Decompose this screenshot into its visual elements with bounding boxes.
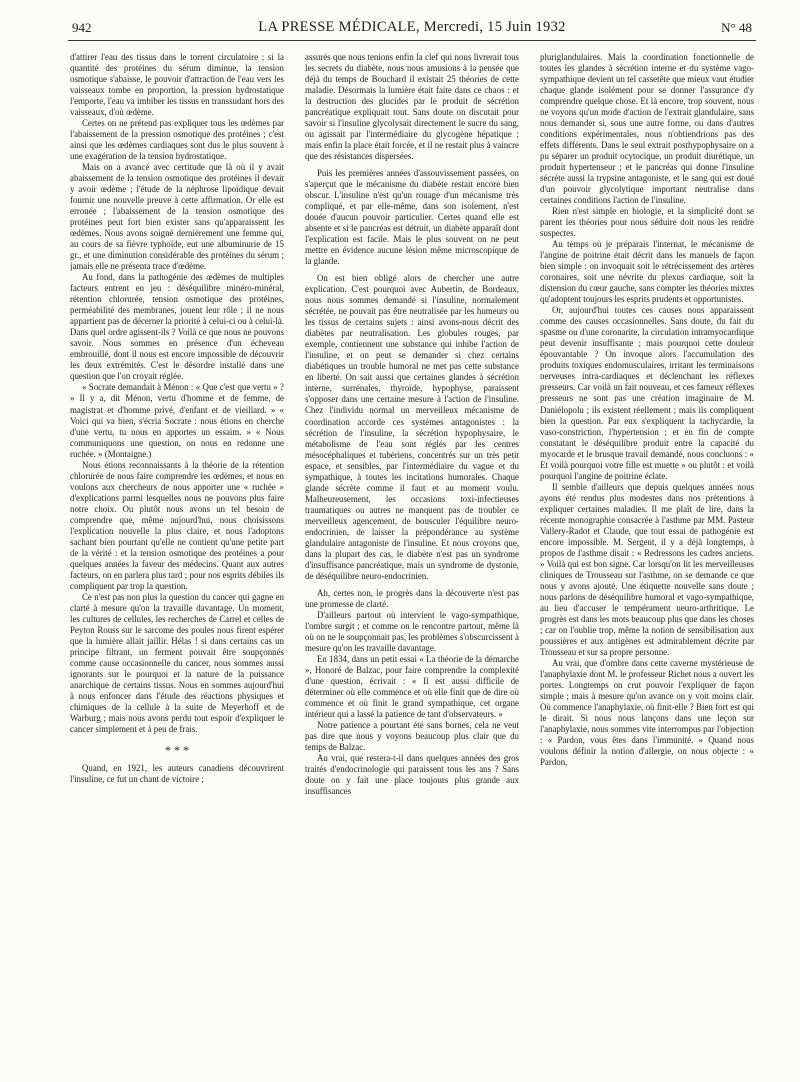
paragraph: Nous étions reconnaissants à la théorie de la rétention chlorurée de nous faire comprendre les œdèmes, et nous en voulons aux chercheurs de nous apporter une « ruchée » d'explications parmi lesquelles nous ne pouvons plus faire notre choix. Ou plutôt nous avons un tel besoin de comprendre que, même aujourd'hui, nous choisissons l'explication nouvelle la plus claire, et nous l'adoptons sachant bien pourtant qu'elle ne contient qu'une petite part de la vérité : et la tension osmotique des protéines a pour quelques années la faveur des médecins. Quant aux autres facteurs, on en parlera plus tard ; pour nos esprits débiles ils compliquent par trop la question. (70, 459, 284, 591)
paragraph: assurés que nous tenions enfin la clef qui nous livrerait tous les secrets du diabète, nous nous amusions à la pensée que déjà du temps de Bouchard il existait 25 théories de cette maladie. Désormais la lumière était faite dans ce chaos : et la destruction des glucides par le produit de sécrétion pancréatique expliquait tout. Sans doute on discutait pour savoir si l'insuline glycolysait directement le sucre du sang, ou agissait par l'intermédiaire du glycogène hépatique ; mais enfin la place était forcée, et il ne restait plus à vaincre que des résistances dispersées. (305, 52, 519, 162)
paragraph: Puis les premières années d'assouvissement passées, on s'aperçut que le mécanisme du diabète restait encore bien obscur. L'insuline n'est qu'un rouage d'un mécanisme très compliqué, et par elle-même, dans son isolement, n'est douée d'aucun pouvoir particulier. Certes quand elle est absente et si le pancréas est détruit, un diabète apparaît dont l'explication est facile. Mais le plus souvent on ne peut mettre en évidence aucune lésion même microscopique de la glande. (305, 168, 519, 267)
paragraph: Mais on a avancé avec certitude que là où il y avait abaissement de la tension osmotique des protéines il devait y avoir œdème ; l'étude de la néphrose lipoïdique devait fournir une nouvelle preuve à cette affirmation. Or elle est erronée ; l'abaissement de la tension osmotique des protéines peut fort bien exister sans qu'apparaissent les œdèmes. Nous avons soigné dernièrement une femme qui, au cours de sa fièvre typhoïde, eut une albuminurie de 15 gr., et une diminution considérable des protéines du sérum ; jamais elle ne présenta trace d'œdème. (70, 162, 284, 272)
page-header (68, 18, 756, 41)
column-1 (70, 52, 284, 1064)
paragraph: d'attirer l'eau des tissus dans le torrent circulatoire ; si la quantité des protéines du sérum diminue, la tension osmotique s'abaisse, le pouvoir d'attraction de l'eau vers les vaisseaux tombe en proportion, la pression hydrostatique l'emporte, l'eau va imbiber les tissus en transsudant hors des vaisseaux, d'où œdème. (70, 52, 284, 118)
paragraph: Quand, en 1921, les auteurs canadiens découvrirent l'insuline, ce fut un chant de victoire ; (70, 762, 284, 784)
paragraph: Rien n'est simple en biologie, et la simplicité dont se parent les théories pour nous séduire doit nous les rendre suspectes. (540, 206, 754, 239)
paragraph: On est bien obligé alors de chercher une autre explication. C'est pourquoi avec Aubertin, de Bordeaux, nous nous sommes demandé si l'insuline, normalement sécrétée, ne pouvait pas être neutralisée par les humeurs ou les tissus de certains sujets : ainsi avons-nous décrit des diabètes par neutralisation. Les globules rouges, par exemple, contiennent une substance qui inhibe l'action de l'insuline, et on peut se demander si chez certains diabétiques un trouble humoral ne met pas cette substance en liberté. On sait aussi que certaines glandes à sécrétion interne, surrénales, thyroïde, hypophyse, paraissent s'opposer dans une certaine mesure à l'action de l'insuline. Chez l'individu normal un merveilleux mécanisme de coordination accorde ces systèmes antagonistes : la sécrétion de l'insuline, la sécrétion hypophysaire, le métabolisme de l'eau sont réglés par les centres mésocéphaliques et tubériens, concentrés sur un très petit espace, et sensibles, par l'intermédiaire du vague et du sympathique, à toutes les incitations humorales. Chaque glande sécrète comme il faut et au moment voulu. Malheureusement, les occasions toxi-infectieuses traumatiques ou autres ne manquent pas de troubler ce merveilleux agencement, de bousculer l'équilibre neuro-endocrinien, de laisser la prépondérance au système glandulaire antagoniste de l'insuline. Et nous croyons que, dans la plupart des cas, le diabète n'est pas un syndrome d'insuffisance pancréatique, mais un syndrome de dystonie, de déséquilibre neuro-endocrinien. (305, 273, 519, 581)
paragraph: D'ailleurs partout où intervient le vago-sympathique, l'ombre surgit ; et comme on le rencontre partout, même là où on ne le soupçonnait pas, les problèmes s'obscurcissent à mesure qu'on les travaille davantage. (305, 609, 519, 653)
page-number: 942 (72, 20, 92, 35)
paragraph: Certes on ne prétend pas expliquer tous les œdèmes par l'abaissement de la pression osmotique des protéines ; c'est ainsi que les œdèmes cardiaques sont dus le plus souvent à une exagération de la tension hydrostatique. (70, 118, 284, 162)
paragraph: Il semble d'ailleurs que depuis quelques années nous ayons été rendus plus modestes dans nos prétentions à expliquer certaines maladies. Il me plaît de lire, dans la récente monographie consacrée à l'asthme par MM. Pasteur Vallery-Radot et Claude, que tout essai de pathogénie est encore impossible. M. Sergent, il y a déjà longtemps, à propos de l'asthme disait : « Redressons les cadres anciens. » Voilà qui est bon signe. Car lorsqu'on lit les merveilleuses cliniques de Trousseau sur l'asthme, on se demande ce que nous y avons ajouté. Une étiquette nouvelle sans doute ; nous parlons de déséquilibre humoral et vago-sympathique, au lieu d'accuser le tempérament neuro-arthritique. Le progrès est dans les mots beaucoup plus que dans les choses ; car on l'oublie trop, même la notion de sensibilisation aux poussières et aux antigènes est admirablement décrite par Trousseau et sur sa propre personne. (540, 481, 754, 657)
column-2 (305, 52, 519, 1064)
issue-number: N° 48 (721, 20, 752, 35)
paragraph: En 1834, dans un petit essai « La théorie de la démarche », Honoré de Balzac, pour faire comprendre la complexité d'une question, écrivait : « Il est aussi difficile de déterminer où elle commence et où elle finit que de dire où commence et où finit le grand sympathique, cet organe intérieur qui a lassé la patience de tant d'observateurs. » (305, 653, 519, 719)
paragraph: Au fond, dans la pathogénie des œdèmes de multiples facteurs entrent en jeu : déséquilibre minéro-minéral, rétention chlorurée, tension osmotique des protéines, perméabilité des membranes, jouent leur rôle ; il ne nous appartient pas de décerner la priorité à celui-ci ou à celui-là. Dans quel ordre agissent-ils ? Voilà ce que nous ne pouvons savoir. Nous sommes en présence d'un écheveau embrouillé, dont il nous est encore impossible de découvrir les deux extrémités. C'est le désordre installé dans une question que l'on croyait réglée. (70, 272, 284, 382)
paragraph: Ce n'est pas non plus la question du cancer qui gagne en clarté à mesure qu'on la travaille davantage. Un moment, les cultures de cellules, les recherches de Carrel et celles de Peyton Rouss sur le sarcome des poules nous firent espérer que la lumière allait jaillir. Hélas ! si dans certains cas un principe filtrant, un ferment pouvait être soupçonnés comme cause occasionnelle du cancer, nous sommes aussi ignorants sur le pourquoi et la nature de la puissance anarchique de certains tissus. Nous en sommes aujourd'hui à nous enfoncer dans l'étude des réactions physiques et chimiques de la cellule à la suite de Meyerhoff et de Warburg ; mais nous avons perdu tout espoir d'expliquer le cancer simplement et à peu de frais. (70, 591, 284, 734)
section-separator: * * * (165, 742, 189, 757)
paragraph: Or, aujourd'hui toutes ces causes nous apparaissent comme des causes occasionnelles. Sans doute, du fait du spasme ou d'une coronarite, la circulation intramyocardique peut devenir insuffisante ; mais pourquoi cette douleur épouvantable ? On invoque alors l'accumulation des produits toxiques endomusculaires, irritant les terminaisons nerveuses intra-cardiaques et déclenchant les réflexes presseurs. Car voilà un fait nouveau, et ces fameux réflexes presseurs ne sont pas une création imaginaire de M. Daniélopolu ; ils existent réellement ; mais ils compliquent bien la question. Par eux s'expliquent la tachycardie, la vaso-constriction, l'hypertension ; et en fin de compte constatant le déséquilibre produit entre la capacité du myocarde et le brusque travail demandé, nous concluons : « Et voilà pourquoi votre fille est muette » ou plutôt : et voilà pourquoi l'angine de poitrine éclate. (540, 305, 754, 481)
paragraph: Au vrai, que d'ombre dans cette caverne mystérieuse de l'anaphylaxie dont M. le professeur Richet nous a ouvert les portes. Longtemps on crut pouvoir l'expliquer de façon simple ; mais à mesure qu'on avance on y voit moins clair. Où commence l'anaphylaxie, où finit-elle ? Bien fort est qui le dirait. Si nous nous lançons dans une leçon sur l'anaphylaxie, nous sommes vite interrompus par l'objection : « Pardon, vous êtes dans l'immunité. » Quand nous voulons définir la notion d'allergie, on nous objecte : « Pardon, (540, 657, 754, 767)
quotation: « Socrate demandait à Ménon : « Que c'est que vertu » ? » Il y a, dit Ménon, vertu d'homme et de femme, de magistrat et d'homme privé, d'enfant et de vieillard. » « Voici qui va bien, s'écria Socrate : nous étions en cherche d'une vertu, tu nous en apportes un essaim. » « Nous communiquons une question, on nous en redonne une ruchée. » (Montaigne.) (70, 382, 284, 459)
paragraph: Au vrai, que restera-t-il dans quelques années des gros traités d'endocrinologie qui paraissent tous les ans ? Sans doute on y fait une place toujours plus grande aux insuffisances (305, 752, 519, 797)
paragraph: Notre patience a pourtant été sans bornes, cela ne veut pas dire que nous y voyons beaucoup plus clair que du temps de Balzac. (305, 719, 519, 752)
paragraph: Au temps où je préparais l'internat, le mécanisme de l'angine de poitrine était décrit dans les manuels de façon bien simple : on invoquait soit le rétrécissement des artères coronaires, soit une névrite du plexus cardiaque, soit la distension du cœur gauche, sans compter les théories mixtes qu'adoptent toujours les esprits prudents et opportunistes. (540, 239, 754, 305)
paragraph: pluriglandulaires. Mais la coordination fonctionnelle de toutes les glandes à sécrétion interne et du système vago-sympathique devient un tel cassetête que mieux vaut étudier chaque glande isolément pour se donner l'assurance d'y comprendre quelque chose. Et là encore, trop souvent, nous ne voyons qu'un mode d'action de l'extrait glandulaire, sans nous demander si, sous une autre forme, ou dans d'autres conditions expérimentales, nous n'obtiendrions pas des effets différents. Dans le seul extrait posthypophysaire on a pu séparer un produit ocytocique, un produit diurétique, un produit hypertenseur ; et le pancréas qui donne l'insuline sécrète aussi la trypsine antagoniste, et le sang qui est doué d'un pouvoir glycolytique important neutralise dans certaines conditions l'action de l'insuline. (540, 52, 754, 206)
journal-title: LA PRESSE MÉDICALE, Mercredi, 15 Juin 1932 (258, 19, 566, 35)
paragraph: Ah, certes non, le progrès dans la découverte n'est pas une promesse de clarté. (305, 587, 519, 609)
article-columns (70, 52, 754, 1064)
column-3 (540, 52, 754, 1064)
